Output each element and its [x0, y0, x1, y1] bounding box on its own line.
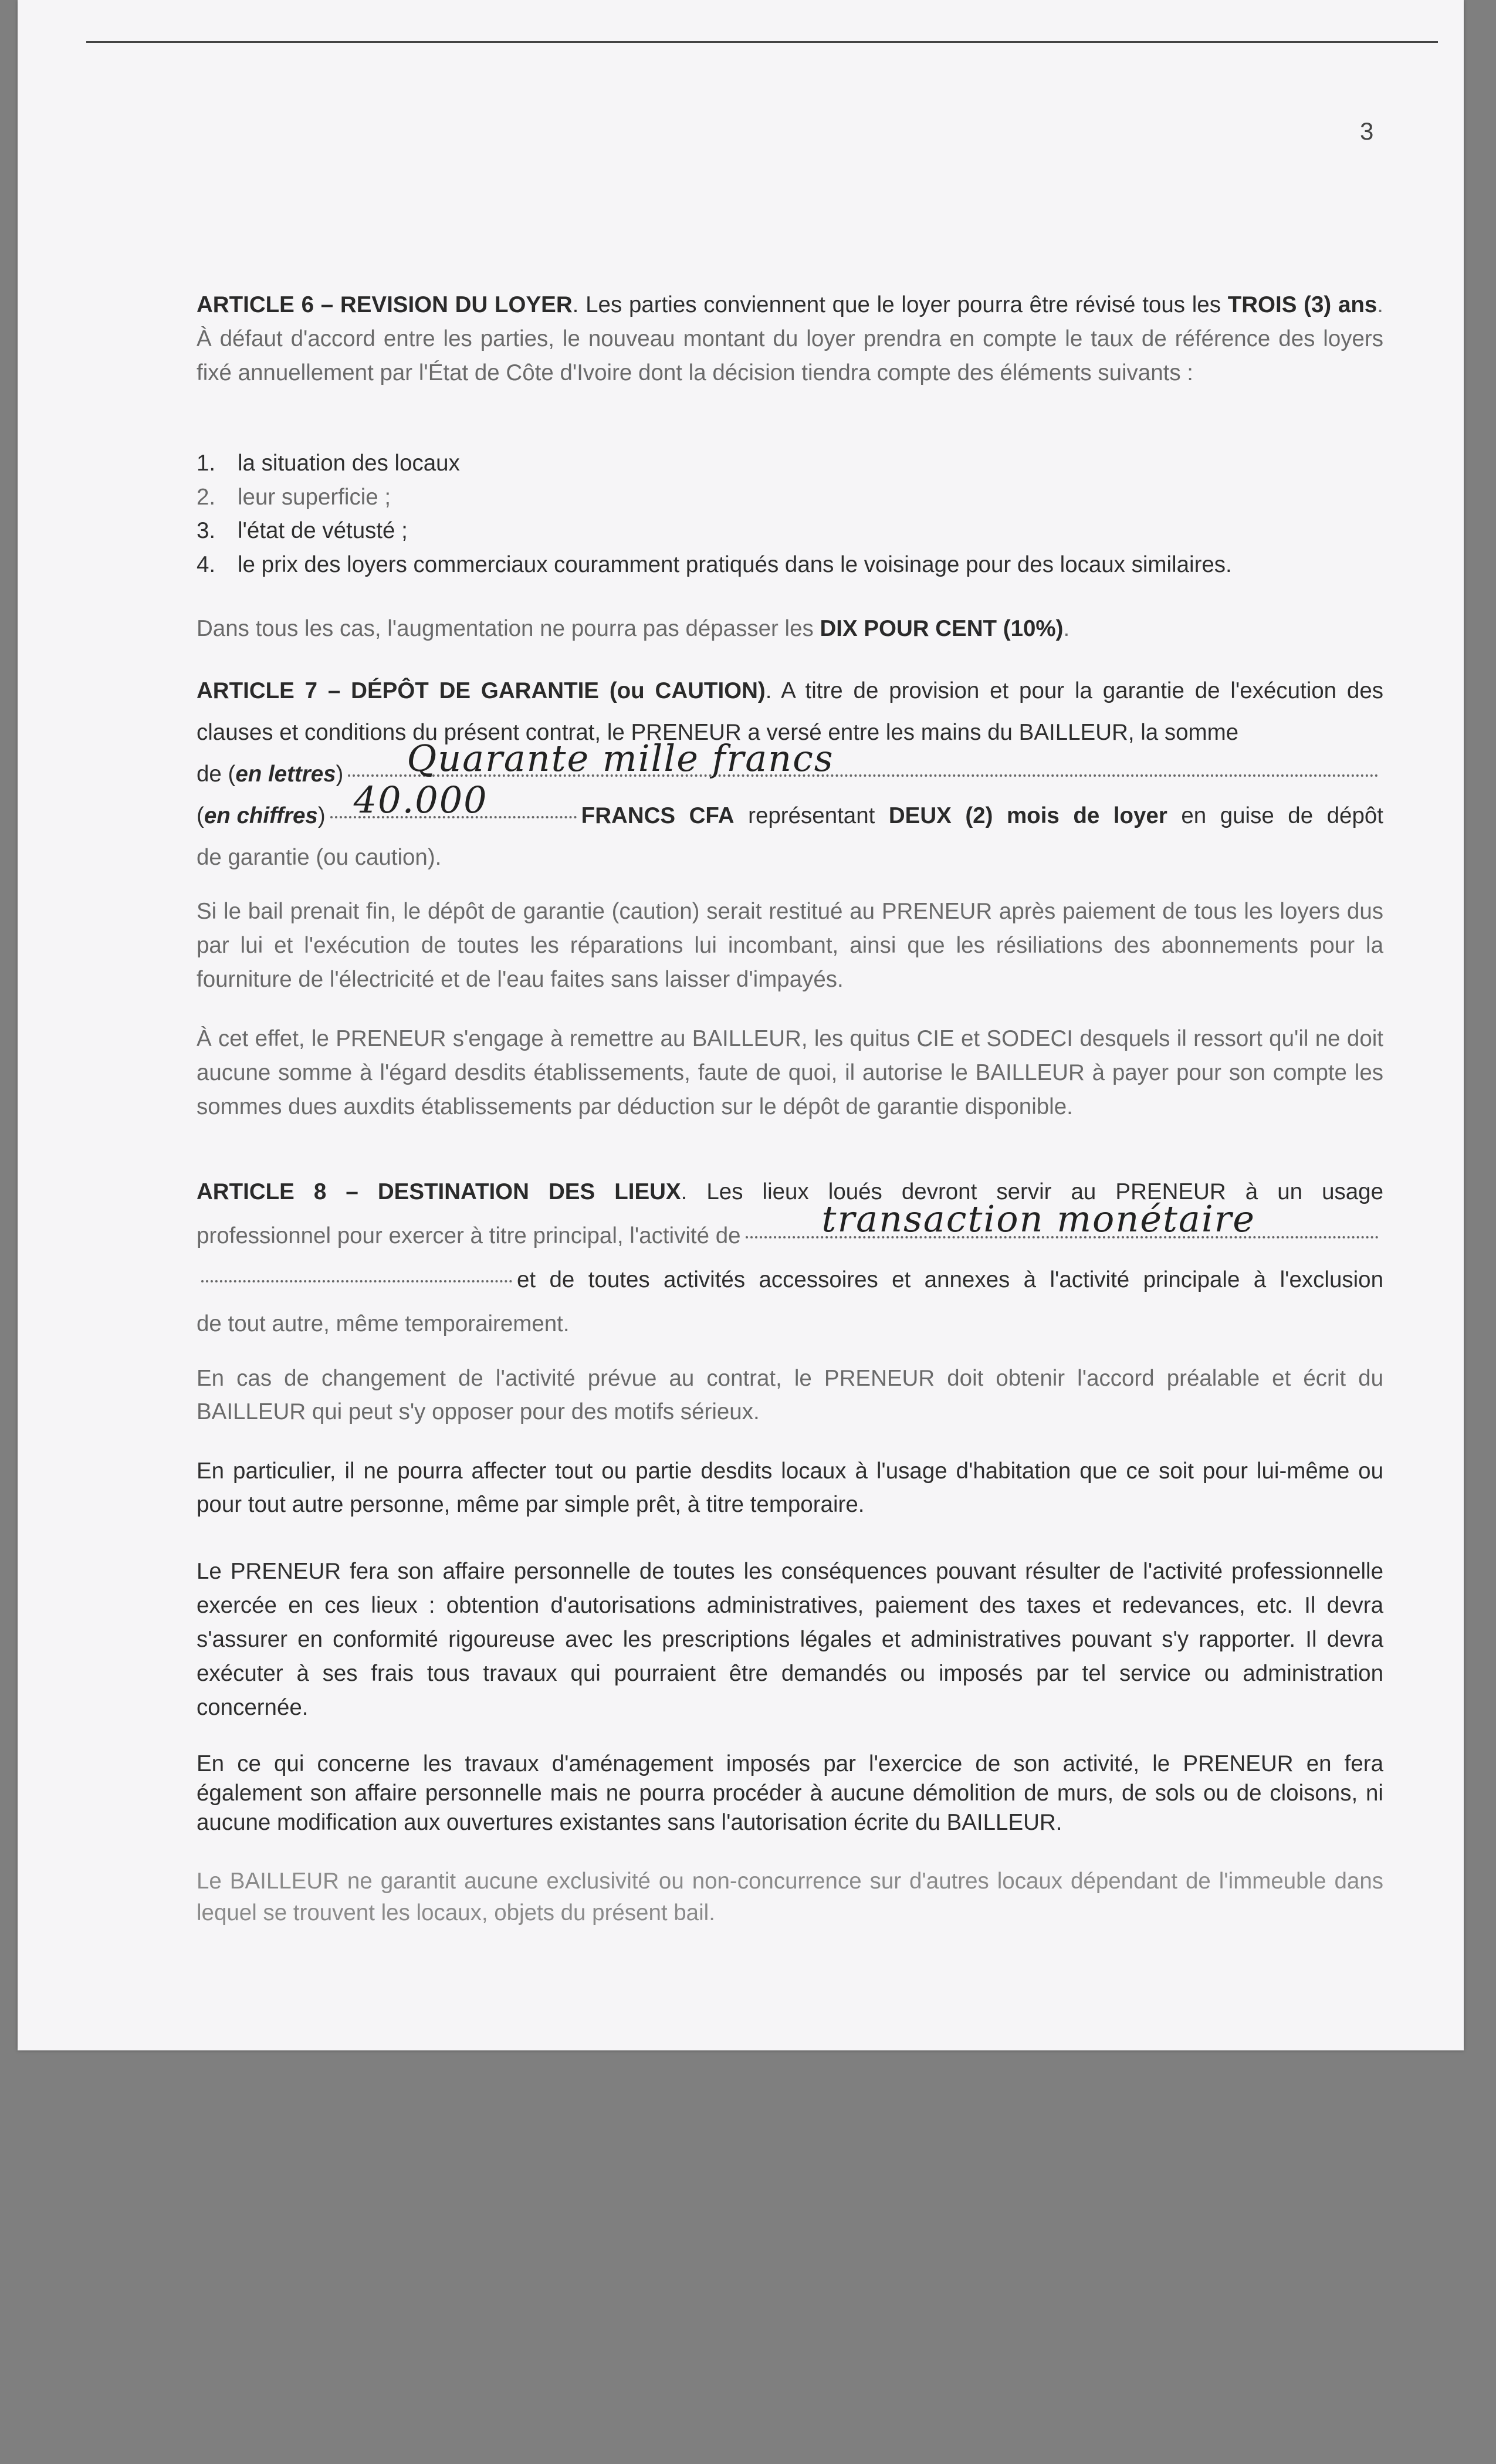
text: . Les lieux loués devront servir au PRENEUR à un usage [681, 1179, 1383, 1204]
utility-quitus-paragraph: À cet effet, le PRENEUR s'engage à remettre au BAILLEUR, les quitus CIE et SODECI desquels il ressort qu'il ne doit aucune somme à l'égard desdits établissements, faute de quoi, il autorise le BAILLEUR à payer pour son compte les sommes dues auxdits établissements par déduction sur le dépôt de garantie disponible. [197, 1026, 1383, 1119]
header-rule [86, 41, 1438, 43]
list-item [197, 548, 1383, 582]
activity-change-paragraph: En cas de changement de l'activité prévue au contrat, le PRENEUR doit obtenir l'accord préalable et écrit du BAILLEUR qui peut s'y opposer pour des motifs sérieux. [197, 1366, 1383, 1424]
activity-field-continued[interactable] [201, 1280, 512, 1282]
list-item [197, 514, 1383, 548]
article-6-paragraph [197, 288, 1383, 390]
list-item [197, 480, 1383, 515]
list-number: 3. [197, 518, 216, 544]
amount-in-letters-field[interactable] [348, 737, 1379, 780]
text: Dans tous les cas, l'augmentation ne pourra pas dépasser les [197, 616, 820, 641]
text: professionnel pour exercer à titre principal, l'activité de [197, 1223, 741, 1248]
handwritten-amount-letters: Quarante mille francs [407, 737, 834, 780]
list-number: 2. [197, 484, 216, 510]
page-number: 3 [1360, 117, 1374, 145]
revision-criteria-list [197, 446, 1383, 581]
activity-field[interactable] [746, 1197, 1379, 1240]
list-text: leur superficie ; [238, 484, 391, 510]
preneur-responsibility-paragraph: Le PRENEUR fera son affaire personnelle de toutes les conséquences pouvant résulter de l'activité professionnelle exercée en ces lieux : obtention d'autorisations administratives, paiement des taxes et redevances, etc. Il devra s'assurer en conformité rigoureuse avec les prescriptions légales et administratives pouvant s'y rapporter. Il devra exécuter à ses frais tous travaux qui pourraient être demandés ou imposés par tel service ou administration concernée. [197, 1559, 1383, 1720]
list-number: 1. [197, 451, 216, 476]
text: . [1063, 616, 1070, 641]
list-item [197, 446, 1383, 480]
exclusivity-paragraph: Le BAILLEUR ne garantit aucune exclusivité ou non-concurrence sur d'autres locaux dépendant de l'immeuble dans lequel se trouvent les locaux, objets du présent bail. [197, 1869, 1383, 1925]
handwritten-activity: transaction monétaire [821, 1197, 1255, 1240]
list-text: la situation des locaux [238, 451, 460, 476]
text: de garantie (ou caution). [197, 845, 442, 870]
housing-use-paragraph: En particulier, il ne pourra affecter tout ou partie desdits locaux à l'usage d'habitation que ce soit pour lui-même ou pour tout autre personne, même par simple prêt, à titre temporaire. [197, 1458, 1383, 1517]
text: FRANCS CFA représentant DEUX (2) mois de loyer en guise de dépôt [581, 803, 1383, 828]
activity-continuation-line [197, 1258, 1383, 1302]
increase-cap-paragraph [197, 612, 1383, 646]
bold-text: TROIS (3) ans [1227, 292, 1377, 317]
text: . À défaut d'accord entre les parties, le nouveau montant du loyer prendra en compte le taux de référence des loyers fixé annuellement par l'État de Côte d'Ivoire dont la décision tiendra compte des éléments suivants : [197, 292, 1383, 385]
text: . A titre de provision et pour la garantie de l'exécution des clauses et conditions du présent contrat, le PRENEUR a versé entre les mains du BAILLEUR, la somme [197, 678, 1383, 745]
text: et de toutes activités accessoires et annexes à l'activité principale à l'exclusion [517, 1267, 1383, 1292]
list-text: le prix des loyers commerciaux couramment pratiqués dans le voisinage pour des locaux similaires. [238, 551, 1232, 577]
works-paragraph: En ce qui concerne les travaux d'aménagement imposés par l'exercice de son activité, le PRENEUR en fera également son affaire personnelle mais ne pourra procéder à aucune démolition de murs, de sols ou de cloisons, ni aucune modification aux ouvertures existantes sans l'autorisation écrite du BAILLEUR. [197, 1751, 1383, 1835]
deposit-refund-paragraph: Si le bail prenait fin, le dépôt de garantie (caution) serait restitué au PRENEUR après paiement de tous les loyers dus par lui et l'exécution de toutes les réparations lui incombant, ainsi que les résiliations des abonnements pour la fourniture de l'électricité et de l'eau faites sans laisser d'impayés. [197, 899, 1383, 992]
text: . Les parties conviennent que le loyer pourra être révisé tous les [572, 292, 1228, 317]
article-6-title: ARTICLE 6 – REVISION DU LOYER [197, 292, 573, 317]
bold-text: DIX POUR CENT (10%) [820, 616, 1064, 641]
list-text: l'état de vétusté ; [238, 518, 408, 544]
text: de tout autre, même temporairement. [197, 1311, 570, 1336]
handwritten-amount-figures: 40.000 [353, 779, 488, 821]
article-7-title: ARTICLE 7 – DÉPÔT DE GARANTIE (ou CAUTION) [197, 678, 766, 703]
text: de (en lettres) [197, 761, 344, 787]
article-7-paragraph [197, 670, 1383, 878]
article-8-title: ARTICLE 8 – DESTINATION DES LIEUX [197, 1179, 681, 1204]
article-8-paragraph [197, 1170, 1383, 1346]
text: (en chiffres) [197, 803, 326, 828]
list-number: 4. [197, 551, 216, 577]
activity-line [197, 1197, 1383, 1258]
amount-in-figures-line [197, 779, 1383, 837]
amount-in-figures-field[interactable] [330, 779, 577, 821]
